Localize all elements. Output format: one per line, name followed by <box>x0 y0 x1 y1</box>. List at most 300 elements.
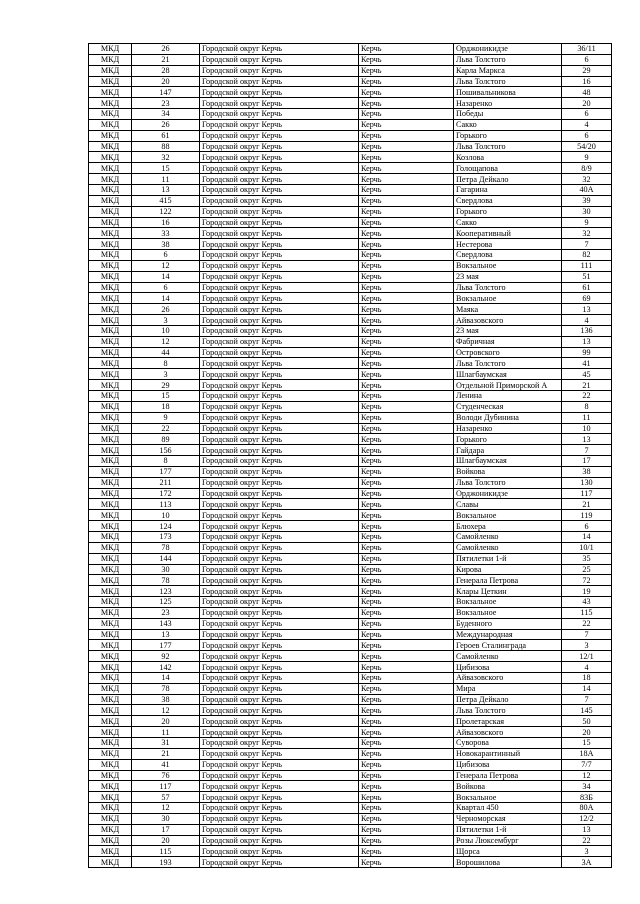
table-row <box>89 716 612 727</box>
object-type-cell: МКД <box>89 325 132 336</box>
district-cell: Городской округ Керчь <box>200 217 359 228</box>
city-cell: Керчь <box>359 651 454 662</box>
city-cell: Керчь <box>359 206 454 217</box>
table-row <box>89 792 612 803</box>
number-cell: 20 <box>132 835 200 846</box>
table-row <box>89 380 612 391</box>
table-row <box>89 694 612 705</box>
number-cell: 8 <box>132 456 200 467</box>
city-cell: Керчь <box>359 217 454 228</box>
table-row <box>89 260 612 271</box>
table-row <box>89 846 612 857</box>
table-row <box>89 857 612 868</box>
table-row <box>89 130 612 141</box>
city-cell: Керчь <box>359 358 454 369</box>
street-cell: Генерала Петрова <box>454 770 562 781</box>
number-cell: 6 <box>132 282 200 293</box>
street-cell: Горького <box>454 206 562 217</box>
street-cell: Героев Сталинграда <box>454 640 562 651</box>
object-type-cell: МКД <box>89 672 132 683</box>
object-type-cell: МКД <box>89 727 132 738</box>
district-cell: Городской округ Керчь <box>200 857 359 868</box>
district-cell: Городской округ Керчь <box>200 239 359 250</box>
house-cell: 7 <box>562 629 612 640</box>
street-cell: Кооперативный <box>454 228 562 239</box>
table-row <box>89 835 612 846</box>
district-cell: Городской округ Керчь <box>200 282 359 293</box>
number-cell: 144 <box>132 553 200 564</box>
street-cell: Вокзальное <box>454 293 562 304</box>
district-cell: Городской округ Керчь <box>200 358 359 369</box>
table-row <box>89 824 612 835</box>
city-cell: Керчь <box>359 304 454 315</box>
district-cell: Городской округ Керчь <box>200 184 359 195</box>
district-cell: Городской округ Керчь <box>200 542 359 553</box>
table-row <box>89 271 612 282</box>
table-row <box>89 206 612 217</box>
district-cell: Городской округ Керчь <box>200 206 359 217</box>
district-cell: Городской округ Керчь <box>200 499 359 510</box>
city-cell: Керчь <box>359 488 454 499</box>
number-cell: 17 <box>132 824 200 835</box>
object-type-cell: МКД <box>89 250 132 261</box>
number-cell: 12 <box>132 260 200 271</box>
table-row <box>89 640 612 651</box>
table-row <box>89 629 612 640</box>
house-cell: 32 <box>562 228 612 239</box>
city-cell: Керчь <box>359 401 454 412</box>
city-cell: Керчь <box>359 824 454 835</box>
house-cell: 13 <box>562 304 612 315</box>
house-cell: 48 <box>562 87 612 98</box>
number-cell: 147 <box>132 87 200 98</box>
house-cell: 38 <box>562 466 612 477</box>
house-cell: 50 <box>562 716 612 727</box>
table-row <box>89 174 612 185</box>
city-cell: Керчь <box>359 542 454 553</box>
city-cell: Керчь <box>359 618 454 629</box>
object-type-cell: МКД <box>89 564 132 575</box>
table-row <box>89 163 612 174</box>
number-cell: 20 <box>132 716 200 727</box>
object-type-cell: МКД <box>89 553 132 564</box>
number-cell: 88 <box>132 141 200 152</box>
city-cell: Керчь <box>359 228 454 239</box>
city-cell: Керчь <box>359 716 454 727</box>
street-cell: Петра Дейкало <box>454 174 562 185</box>
city-cell: Керчь <box>359 315 454 326</box>
district-cell: Городской округ Керчь <box>200 835 359 846</box>
street-cell: Островского <box>454 347 562 358</box>
table-row <box>89 521 612 532</box>
district-cell: Городской округ Керчь <box>200 803 359 814</box>
house-cell: 54/20 <box>562 141 612 152</box>
city-cell: Керчь <box>359 44 454 55</box>
object-type-cell: МКД <box>89 466 132 477</box>
number-cell: 142 <box>132 662 200 673</box>
city-cell: Керчь <box>359 282 454 293</box>
table-row <box>89 65 612 76</box>
house-cell: 8 <box>562 401 612 412</box>
district-cell: Городской округ Керчь <box>200 271 359 282</box>
object-type-cell: МКД <box>89 835 132 846</box>
house-cell: 14 <box>562 683 612 694</box>
number-cell: 10 <box>132 325 200 336</box>
city-cell: Керчь <box>359 510 454 521</box>
house-cell: 17 <box>562 456 612 467</box>
object-type-cell: МКД <box>89 640 132 651</box>
street-cell: Цибизова <box>454 759 562 770</box>
house-cell: 7 <box>562 694 612 705</box>
table-row <box>89 195 612 206</box>
number-cell: 8 <box>132 358 200 369</box>
table-row <box>89 76 612 87</box>
number-cell: 13 <box>132 629 200 640</box>
district-cell: Городской округ Керчь <box>200 607 359 618</box>
city-cell: Керчь <box>359 456 454 467</box>
house-cell: 29 <box>562 65 612 76</box>
city-cell: Керчь <box>359 271 454 282</box>
street-cell: Льва Толстого <box>454 54 562 65</box>
district-cell: Городской округ Керчь <box>200 130 359 141</box>
number-cell: 172 <box>132 488 200 499</box>
house-cell: 51 <box>562 271 612 282</box>
house-cell: 80А <box>562 803 612 814</box>
street-cell: Мира <box>454 683 562 694</box>
object-type-cell: МКД <box>89 141 132 152</box>
number-cell: 14 <box>132 293 200 304</box>
city-cell: Керчь <box>359 629 454 640</box>
house-cell: 6 <box>562 130 612 141</box>
district-cell: Городской округ Керчь <box>200 618 359 629</box>
object-type-cell: МКД <box>89 260 132 271</box>
object-type-cell: МКД <box>89 857 132 868</box>
street-cell: Победы <box>454 109 562 120</box>
object-type-cell: МКД <box>89 163 132 174</box>
house-cell: 12 <box>562 770 612 781</box>
number-cell: 13 <box>132 184 200 195</box>
city-cell: Керчь <box>359 76 454 87</box>
table-row <box>89 358 612 369</box>
table-row <box>89 748 612 759</box>
house-cell: 9 <box>562 152 612 163</box>
city-cell: Керчь <box>359 98 454 109</box>
street-cell: Ленина <box>454 391 562 402</box>
district-cell: Городской округ Керчь <box>200 597 359 608</box>
street-cell: Сакко <box>454 217 562 228</box>
table-row <box>89 488 612 499</box>
house-cell: 83Б <box>562 792 612 803</box>
object-type-cell: МКД <box>89 651 132 662</box>
street-cell: Самойленко <box>454 531 562 542</box>
city-cell: Керчь <box>359 846 454 857</box>
table-row <box>89 662 612 673</box>
house-cell: 32 <box>562 174 612 185</box>
street-cell: Льва Толстого <box>454 477 562 488</box>
number-cell: 11 <box>132 174 200 185</box>
city-cell: Керчь <box>359 835 454 846</box>
street-cell: Айвазовского <box>454 727 562 738</box>
object-type-cell: МКД <box>89 391 132 402</box>
table-row <box>89 727 612 738</box>
district-cell: Городской округ Керчь <box>200 824 359 835</box>
number-cell: 20 <box>132 76 200 87</box>
number-cell: 78 <box>132 542 200 553</box>
table-row <box>89 184 612 195</box>
table-row <box>89 228 612 239</box>
number-cell: 14 <box>132 672 200 683</box>
object-type-cell: МКД <box>89 380 132 391</box>
district-cell: Городской округ Керчь <box>200 54 359 65</box>
table-row <box>89 109 612 120</box>
number-cell: 22 <box>132 423 200 434</box>
street-cell: Ворошилова <box>454 857 562 868</box>
house-cell: 72 <box>562 575 612 586</box>
number-cell: 26 <box>132 304 200 315</box>
number-cell: 11 <box>132 727 200 738</box>
table-row <box>89 315 612 326</box>
house-cell: 4 <box>562 119 612 130</box>
object-type-cell: МКД <box>89 65 132 76</box>
object-type-cell: МКД <box>89 738 132 749</box>
table-row <box>89 44 612 55</box>
district-cell: Городской округ Керчь <box>200 380 359 391</box>
object-type-cell: МКД <box>89 347 132 358</box>
table-row <box>89 250 612 261</box>
house-cell: 22 <box>562 835 612 846</box>
object-type-cell: МКД <box>89 607 132 618</box>
street-cell: Льва Толстого <box>454 282 562 293</box>
district-cell: Городской округ Керчь <box>200 748 359 759</box>
city-cell: Керчь <box>359 325 454 336</box>
table-row <box>89 369 612 380</box>
street-cell: Петра Дейкало <box>454 694 562 705</box>
street-cell: Черноморская <box>454 813 562 824</box>
street-cell: Отдельной Приморской А <box>454 380 562 391</box>
district-cell: Городской округ Керчь <box>200 315 359 326</box>
table-row <box>89 813 612 824</box>
number-cell: 123 <box>132 586 200 597</box>
number-cell: 125 <box>132 597 200 608</box>
house-cell: 61 <box>562 282 612 293</box>
city-cell: Керчь <box>359 130 454 141</box>
street-cell: 23 мая <box>454 325 562 336</box>
district-cell: Городской округ Керчь <box>200 651 359 662</box>
number-cell: 115 <box>132 846 200 857</box>
district-cell: Городской округ Керчь <box>200 152 359 163</box>
table-row <box>89 456 612 467</box>
table-row <box>89 672 612 683</box>
street-cell: Новокарантинный <box>454 748 562 759</box>
table-row <box>89 683 612 694</box>
object-type-cell: МКД <box>89 434 132 445</box>
table-row <box>89 466 612 477</box>
district-cell: Городской округ Керчь <box>200 325 359 336</box>
object-type-cell: МКД <box>89 824 132 835</box>
street-cell: Войкова <box>454 781 562 792</box>
district-cell: Городской округ Керчь <box>200 846 359 857</box>
city-cell: Керчь <box>359 119 454 130</box>
street-cell: Орджоникидзе <box>454 488 562 499</box>
street-cell: Льва Толстого <box>454 705 562 716</box>
number-cell: 3 <box>132 315 200 326</box>
house-cell: 21 <box>562 499 612 510</box>
table-row <box>89 542 612 553</box>
house-cell: 3 <box>562 640 612 651</box>
number-cell: 78 <box>132 683 200 694</box>
object-type-cell: МКД <box>89 119 132 130</box>
district-cell: Городской округ Керчь <box>200 260 359 271</box>
house-cell: 34 <box>562 781 612 792</box>
city-cell: Керчь <box>359 239 454 250</box>
number-cell: 6 <box>132 250 200 261</box>
number-cell: 173 <box>132 531 200 542</box>
number-cell: 16 <box>132 217 200 228</box>
district-cell: Городской округ Керчь <box>200 662 359 673</box>
city-cell: Керчь <box>359 803 454 814</box>
house-cell: 10 <box>562 423 612 434</box>
object-type-cell: МКД <box>89 662 132 673</box>
street-cell: Розы Люксембург <box>454 835 562 846</box>
house-cell: 40А <box>562 184 612 195</box>
city-cell: Керчь <box>359 65 454 76</box>
city-cell: Керчь <box>359 412 454 423</box>
city-cell: Керчь <box>359 553 454 564</box>
street-cell: Вокзальное <box>454 792 562 803</box>
number-cell: 89 <box>132 434 200 445</box>
object-type-cell: МКД <box>89 586 132 597</box>
house-cell: 3А <box>562 857 612 868</box>
object-type-cell: МКД <box>89 510 132 521</box>
number-cell: 12 <box>132 705 200 716</box>
city-cell: Керчь <box>359 163 454 174</box>
street-cell: Студенческая <box>454 401 562 412</box>
object-type-cell: МКД <box>89 759 132 770</box>
house-cell: 19 <box>562 586 612 597</box>
object-type-cell: МКД <box>89 304 132 315</box>
number-cell: 211 <box>132 477 200 488</box>
city-cell: Керчь <box>359 586 454 597</box>
district-cell: Городской округ Керчь <box>200 672 359 683</box>
number-cell: 415 <box>132 195 200 206</box>
object-type-cell: МКД <box>89 152 132 163</box>
house-cell: 117 <box>562 488 612 499</box>
city-cell: Керчь <box>359 380 454 391</box>
district-cell: Городской округ Керчь <box>200 640 359 651</box>
street-cell: Пролетарская <box>454 716 562 727</box>
object-type-cell: МКД <box>89 813 132 824</box>
district-cell: Городской округ Керчь <box>200 119 359 130</box>
city-cell: Керчь <box>359 770 454 781</box>
city-cell: Керчь <box>359 575 454 586</box>
number-cell: 31 <box>132 738 200 749</box>
object-type-cell: МКД <box>89 44 132 55</box>
city-cell: Керчь <box>359 174 454 185</box>
object-type-cell: МКД <box>89 542 132 553</box>
street-cell: 23 мая <box>454 271 562 282</box>
street-cell: Гайдара <box>454 445 562 456</box>
street-cell: Кирова <box>454 564 562 575</box>
object-type-cell: МКД <box>89 195 132 206</box>
street-cell: Самойленко <box>454 542 562 553</box>
street-cell: Нестерова <box>454 239 562 250</box>
district-cell: Городской округ Керчь <box>200 76 359 87</box>
district-cell: Городской округ Керчь <box>200 434 359 445</box>
district-cell: Городской округ Керчь <box>200 456 359 467</box>
number-cell: 30 <box>132 564 200 575</box>
city-cell: Керчь <box>359 466 454 477</box>
table-row <box>89 618 612 629</box>
table-row <box>89 217 612 228</box>
number-cell: 21 <box>132 748 200 759</box>
object-type-cell: МКД <box>89 282 132 293</box>
city-cell: Керчь <box>359 531 454 542</box>
district-cell: Городской округ Керчь <box>200 228 359 239</box>
house-cell: 41 <box>562 358 612 369</box>
house-cell: 99 <box>562 347 612 358</box>
object-type-cell: МКД <box>89 499 132 510</box>
house-cell: 22 <box>562 391 612 402</box>
number-cell: 44 <box>132 347 200 358</box>
number-cell: 23 <box>132 607 200 618</box>
number-cell: 9 <box>132 412 200 423</box>
street-cell: Пошивальникова <box>454 87 562 98</box>
district-cell: Городской округ Керчь <box>200 195 359 206</box>
city-cell: Керчь <box>359 391 454 402</box>
district-cell: Городской округ Керчь <box>200 759 359 770</box>
city-cell: Керчь <box>359 477 454 488</box>
house-cell: 12/1 <box>562 651 612 662</box>
number-cell: 26 <box>132 44 200 55</box>
house-cell: 30 <box>562 206 612 217</box>
street-cell: Буденного <box>454 618 562 629</box>
district-cell: Городской округ Керчь <box>200 716 359 727</box>
object-type-cell: МКД <box>89 228 132 239</box>
table-row <box>89 510 612 521</box>
object-type-cell: МКД <box>89 87 132 98</box>
district-cell: Городской округ Керчь <box>200 813 359 824</box>
city-cell: Керчь <box>359 521 454 532</box>
district-cell: Городской округ Керчь <box>200 694 359 705</box>
object-type-cell: МКД <box>89 336 132 347</box>
house-cell: 82 <box>562 250 612 261</box>
object-type-cell: МКД <box>89 54 132 65</box>
street-cell: Вокзальное <box>454 607 562 618</box>
number-cell: 12 <box>132 803 200 814</box>
city-cell: Керчь <box>359 109 454 120</box>
district-cell: Городской округ Керчь <box>200 564 359 575</box>
object-type-cell: МКД <box>89 184 132 195</box>
table-row <box>89 705 612 716</box>
house-cell: 9 <box>562 217 612 228</box>
city-cell: Керчь <box>359 445 454 456</box>
number-cell: 10 <box>132 510 200 521</box>
city-cell: Керчь <box>359 336 454 347</box>
street-cell: Голощапова <box>454 163 562 174</box>
object-type-cell: МКД <box>89 618 132 629</box>
district-cell: Городской округ Керчь <box>200 401 359 412</box>
house-cell: 13 <box>562 336 612 347</box>
number-cell: 15 <box>132 391 200 402</box>
object-type-cell: МКД <box>89 239 132 250</box>
table-row <box>89 575 612 586</box>
house-cell: 18 <box>562 672 612 683</box>
object-type-cell: МКД <box>89 683 132 694</box>
district-cell: Городской округ Керчь <box>200 44 359 55</box>
table-row <box>89 304 612 315</box>
number-cell: 21 <box>132 54 200 65</box>
street-cell: Айвазовского <box>454 672 562 683</box>
